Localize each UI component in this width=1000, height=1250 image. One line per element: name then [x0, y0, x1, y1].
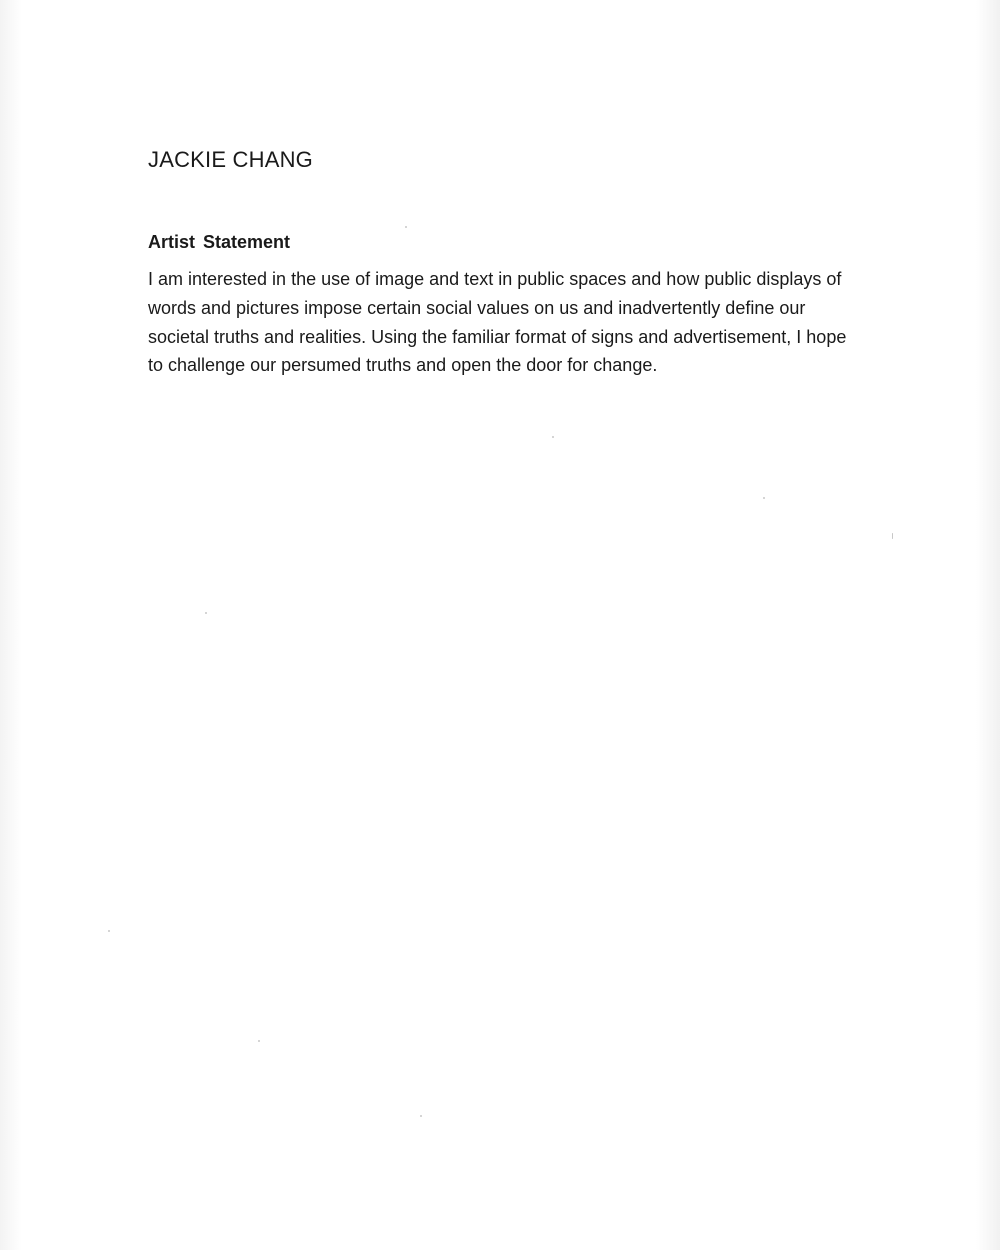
- scan-speck: [420, 1115, 422, 1117]
- scan-speck: [258, 1040, 260, 1042]
- scan-edge-right: [976, 0, 1000, 1250]
- section-heading: Artist Statement: [148, 232, 291, 252]
- scan-speck: [552, 436, 554, 438]
- document-content: [148, 146, 848, 380]
- scan-speck: [763, 497, 765, 499]
- statement-body: I am interested in the use of image and text in public spaces and how public displays of words and pictures impose certain social values on us and inadvertently define our societal truths and realities. Using the familiar format of signs and advertisement, I hope to challenge our persumed truths and open the door for change.: [148, 269, 847, 376]
- scan-speck: [892, 533, 893, 539]
- scan-speck: [405, 226, 407, 228]
- scan-edge-left: [0, 0, 22, 1250]
- scan-speck: [205, 612, 207, 614]
- scan-speck: [108, 930, 110, 932]
- author-name: JACKIE CHANG: [148, 147, 313, 172]
